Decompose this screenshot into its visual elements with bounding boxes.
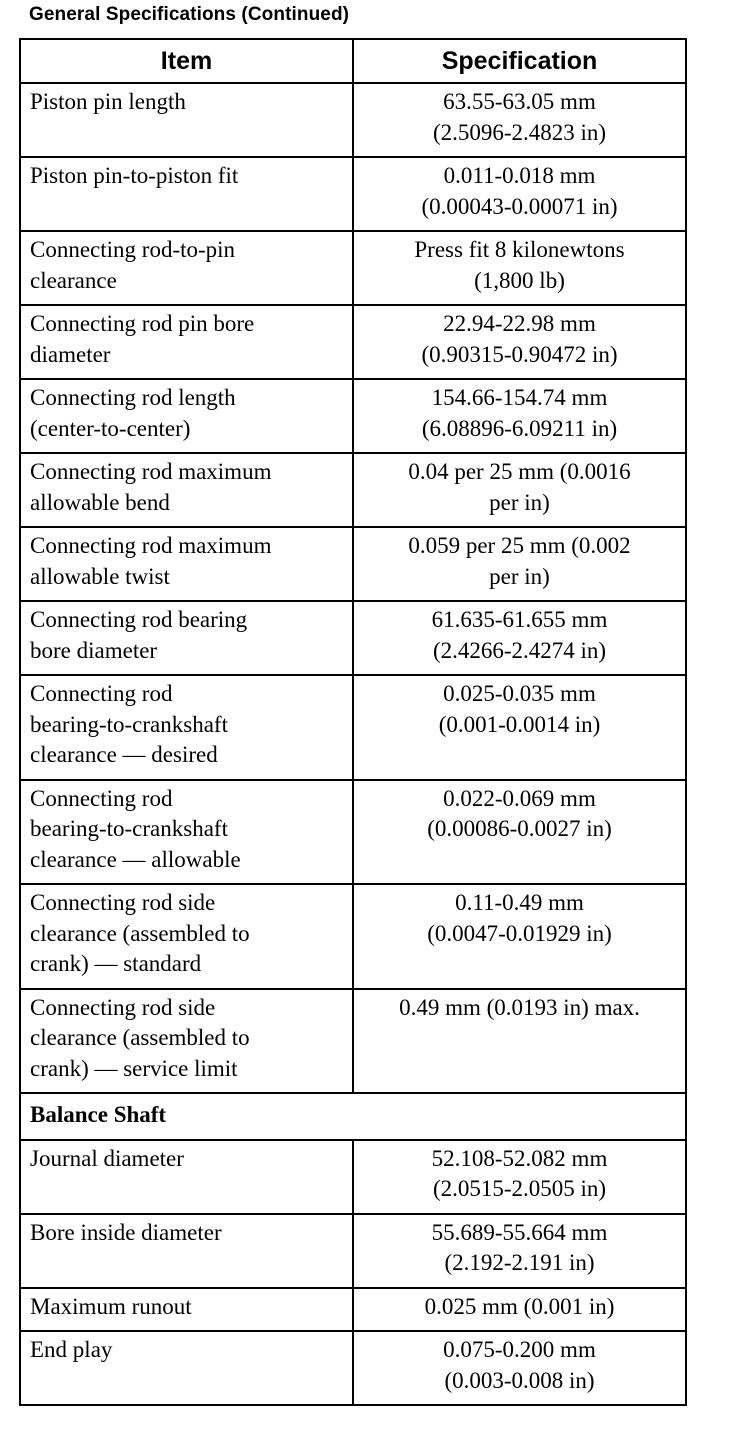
table-row: [20, 1140, 686, 1214]
item-cell: Connecting rod bearing-to-crankshaft clearance — desired: [20, 675, 353, 780]
table-row: [20, 527, 686, 601]
item-cell: Piston pin length: [20, 83, 353, 157]
specification-cell: 0.025 mm (0.001 in): [353, 1288, 686, 1332]
item-cell: Connecting rod side clearance (assembled to crank) — service limit: [20, 989, 353, 1094]
table-row: [20, 453, 686, 527]
table-row: [20, 601, 686, 675]
section-row: [20, 1093, 686, 1140]
table-row: [20, 884, 686, 989]
item-cell: Maximum runout: [20, 1288, 353, 1332]
item-cell: Journal diameter: [20, 1140, 353, 1214]
specification-cell: 0.011-0.018 mm (0.00043-0.00071 in): [353, 157, 686, 231]
table-row: [20, 675, 686, 780]
specification-cell: 0.04 per 25 mm (0.0016 per in): [353, 453, 686, 527]
specification-cell: 154.66-154.74 mm (6.08896-6.09211 in): [353, 379, 686, 453]
item-cell: End play: [20, 1331, 353, 1405]
specification-cell: 0.059 per 25 mm (0.002 per in): [353, 527, 686, 601]
item-cell: Connecting rod maximum allowable twist: [20, 527, 353, 601]
item-cell: Connecting rod length (center-to-center): [20, 379, 353, 453]
specification-cell: 55.689-55.664 mm (2.192-2.191 in): [353, 1214, 686, 1288]
specifications-table: [19, 38, 687, 1406]
specification-cell: 0.49 mm (0.0193 in) max.: [353, 989, 686, 1094]
specification-cell: 52.108-52.082 mm (2.0515-2.0505 in): [353, 1140, 686, 1214]
section-heading-balance-shaft: Balance Shaft: [20, 1093, 686, 1140]
specification-cell: 22.94-22.98 mm (0.90315-0.90472 in): [353, 305, 686, 379]
table-row: [20, 1214, 686, 1288]
item-cell: Connecting rod pin bore diameter: [20, 305, 353, 379]
table-row: [20, 1288, 686, 1332]
table-row: [20, 305, 686, 379]
specification-cell: 63.55-63.05 mm (2.5096-2.4823 in): [353, 83, 686, 157]
table-row: [20, 1331, 686, 1405]
table-row: [20, 780, 686, 885]
item-cell: Connecting rod side clearance (assembled to crank) — standard: [20, 884, 353, 989]
specification-cell: 0.025-0.035 mm (0.001-0.0014 in): [353, 675, 686, 780]
specification-cell: 0.11-0.49 mm (0.0047-0.01929 in): [353, 884, 686, 989]
table-row: [20, 83, 686, 157]
table-row: [20, 989, 686, 1094]
item-cell: Connecting rod bearing-to-crankshaft clearance — allowable: [20, 780, 353, 885]
table-row: [20, 157, 686, 231]
column-header-specification: Specification: [353, 39, 686, 83]
table-header-row: [20, 39, 686, 83]
specification-cell: 0.075-0.200 mm (0.003-0.008 in): [353, 1331, 686, 1405]
item-cell: Connecting rod bearing bore diameter: [20, 601, 353, 675]
table-row: [20, 231, 686, 305]
specification-cell: 0.022-0.069 mm (0.00086-0.0027 in): [353, 780, 686, 885]
specification-cell: Press fit 8 kilonewtons (1,800 lb): [353, 231, 686, 305]
item-cell: Connecting rod-to-pin clearance: [20, 231, 353, 305]
table-row: [20, 379, 686, 453]
column-header-item: Item: [20, 39, 353, 83]
item-cell: Connecting rod maximum allowable bend: [20, 453, 353, 527]
page-title: General Specifications (Continued): [29, 4, 350, 25]
specification-cell: 61.635-61.655 mm (2.4266-2.4274 in): [353, 601, 686, 675]
item-cell: Piston pin-to-piston fit: [20, 157, 353, 231]
item-cell: Bore inside diameter: [20, 1214, 353, 1288]
